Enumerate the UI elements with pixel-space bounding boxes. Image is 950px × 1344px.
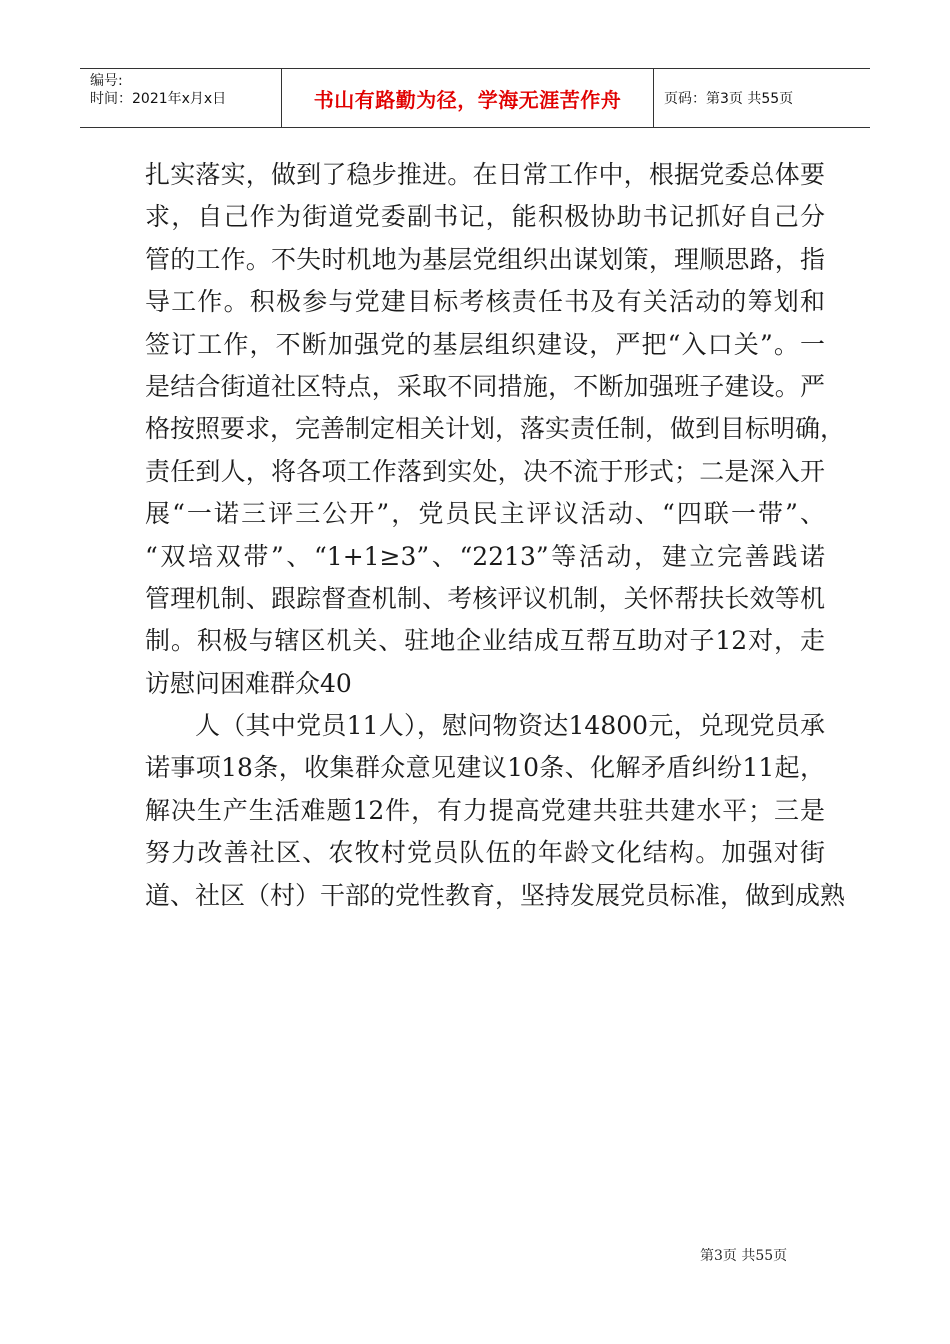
body-line: 求，自己作为街道党委副书记，能积极协助书记抓好自己分 xyxy=(145,202,825,232)
body-line: 格按照要求，完善制定相关计划，落实责任制，做到目标明确， xyxy=(145,414,846,444)
body-line: 解决生产生活难题12件，有力提高党建共驻共建水平；三是 xyxy=(145,795,825,825)
body-line: 管的工作。不失时机地为基层党组织出谋划策，理顺思路，指 xyxy=(145,244,825,274)
body-line: 签订工作，不断加强党的基层组织建设，严把“入口关”。一 xyxy=(145,329,825,359)
body-line: 展“一诺三评三公开”，党员民主评议活动、“四联一带”、 xyxy=(145,499,825,529)
document-number-label: 编号: xyxy=(90,73,123,89)
body-line: 导工作。积极参与党建目标考核责任书及有关活动的筹划和 xyxy=(145,287,825,317)
body-line: 是结合街道社区特点，采取不同措施，不断加强班子建设。严 xyxy=(145,371,825,401)
body-line: 人（其中党员11人），慰问物资达14800元，兑现党员承 xyxy=(195,711,825,741)
header-page-info: 页码：第3页 共55页 xyxy=(664,91,794,107)
header-meta xyxy=(80,69,282,127)
body-line: “双培双带”、“1+1≥3”、“2213”等活动，建立完善践诺 xyxy=(145,541,825,571)
body-line: 管理机制、跟踪督查机制、考核评议机制，关怀帮扶长效等机 xyxy=(145,583,825,613)
document-time-label: 时间：2021年x月x日 xyxy=(90,91,227,107)
body-line: 访慰问困难群众40 xyxy=(145,668,352,698)
body-line: 诺事项18条，收集群众意见建议10条、化解矛盾纠纷11起， xyxy=(145,753,825,783)
page-footer xyxy=(700,1245,787,1265)
body-line: 努力改善社区、农牧村党员队伍的年龄文化结构。加强对街 xyxy=(145,838,825,868)
header-page-cell xyxy=(654,69,870,127)
header-motto: 书山有路勤为径，学海无涯苦作舟 xyxy=(313,87,622,112)
body-line: 扎实落实，做到了稳步推进。在日常工作中，根据党委总体要 xyxy=(145,160,825,189)
page-header xyxy=(80,68,870,128)
footer-page-number: 第3页 共55页 xyxy=(700,1248,788,1264)
body-line: 道、社区（村）干部的党性教育，坚持发展党员标准，做到成熟 xyxy=(145,880,846,910)
body-line: 制。积极与辖区机关、驻地企业结成互帮互助对子12对，走 xyxy=(145,626,825,656)
header-motto-cell xyxy=(282,69,654,127)
body-line: 责任到人，将各项工作落到实处，决不流于形式；二是深入开 xyxy=(145,456,825,486)
document-body xyxy=(145,154,846,917)
